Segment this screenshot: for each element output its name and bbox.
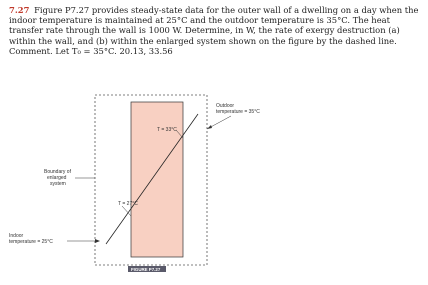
- indoor-label-line2: temperature = 25°C: [9, 239, 53, 245]
- outdoor-arrow-head-icon: [207, 125, 212, 129]
- boundary-label-line2: enlarged: [47, 175, 67, 181]
- boundary-label-line1: Boundary of: [44, 169, 71, 175]
- boundary-label-line3: system: [50, 181, 66, 187]
- inner-surface-temperature: T = 27°C: [118, 201, 138, 207]
- problem-number: 7.27: [9, 5, 30, 15]
- wall: [131, 102, 183, 257]
- indoor-arrow-head-icon: [95, 239, 100, 243]
- outdoor-label-line1: Outdoor: [216, 103, 235, 109]
- problem-body: Figure P7.27 provides steady-state data for the outer wall of a dwelling on a day when the indoor temperature is maintained at 25°C and the outdoor temperature is 35°C. The heat transfer rate through the wall is 1000 W. Determine, in W, the rate of exergy destruction (a) within the wall, and (b) within the enlarged system shown on the figure by the dashed line. Comment. Let T₀ = 35°C. 20.13, 33.56: [9, 5, 419, 56]
- figure-caption: FIGURE P7.27: [131, 266, 161, 272]
- outer-surface-temperature: T = 33°C: [157, 127, 177, 133]
- indoor-label-line1: Indoor: [9, 233, 24, 239]
- outdoor-label-line2: temperature = 35°C: [216, 109, 260, 115]
